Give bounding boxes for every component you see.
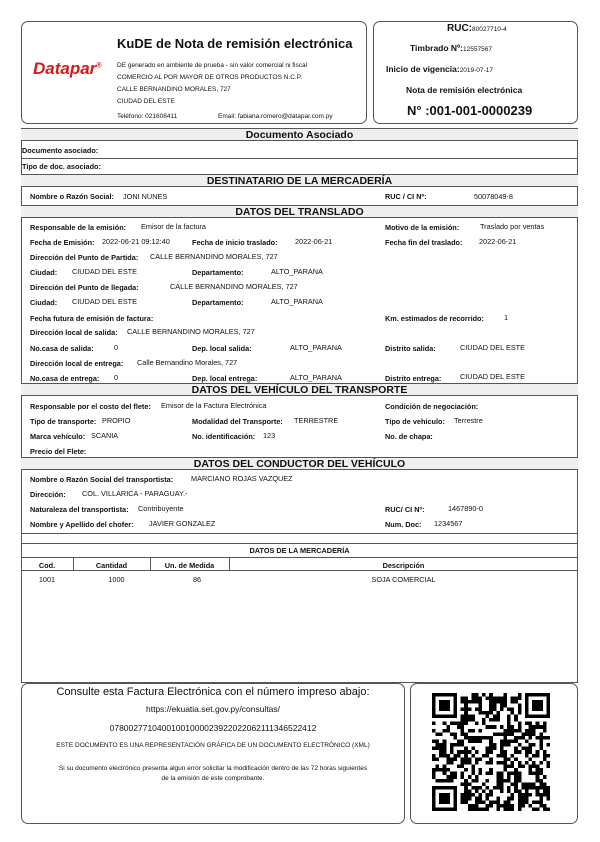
timbrado-line: Timbrado Nº:12557567 bbox=[410, 43, 492, 53]
issuer-line: CIUDAD DEL ESTE bbox=[117, 98, 175, 105]
col-header-cod: Cod. bbox=[38, 561, 56, 570]
negociacion-label: Condición de negociación: bbox=[385, 402, 479, 411]
dir-salida-label: Dirección local de salida: bbox=[30, 328, 118, 337]
conductor-ruc-value: 1467890-0 bbox=[448, 504, 483, 513]
llegada-label: Dirección del Punto de llegada: bbox=[30, 283, 139, 292]
depto-partida-value: ALTO_PARANA bbox=[271, 267, 323, 276]
mercaderia-heading: DATOS DE LA MERCADERÍA bbox=[249, 546, 350, 555]
nro-salida-label: No.casa de salida: bbox=[30, 344, 94, 353]
fecha-emision-value: 2022-06-21 09:12:40 bbox=[102, 237, 170, 246]
xml-notice: ESTE DOCUMENTO ES UNA REPRESENTACIÓN GRÁFICA DE UN DOCUMENTO ELECTRÓNICO (XML) bbox=[56, 742, 370, 749]
chofer-value: JAVIER GONZALEZ bbox=[149, 519, 216, 528]
resp-flete-value: Emisor de la Factura Electrónica bbox=[161, 401, 267, 410]
fecha-inicio-label: Fecha de inicio traslado: bbox=[192, 238, 278, 247]
num-doc-value: 1234567 bbox=[434, 519, 463, 528]
tipo-vehiculo-label: Tipo de vehículo: bbox=[385, 417, 445, 426]
section-traslado: DATOS DEL TRANSLADO bbox=[21, 205, 578, 218]
identificacion-label: No. identificación: bbox=[192, 432, 256, 441]
issuer-line: CALLE BERNANDINO MORALES, 727 bbox=[117, 86, 231, 93]
chofer-label: Nombre y Apellido del chofer: bbox=[30, 520, 134, 529]
partida-label: Dirección del Punto de Partida: bbox=[30, 253, 139, 262]
dir-salida-value: CALLE BERNANDINO MORALES, 727 bbox=[127, 327, 255, 336]
tipo-transporte-label: Tipo de transporte: bbox=[30, 417, 97, 426]
dir-entrega-value: Calle Bernandino Morales, 727 bbox=[137, 358, 238, 367]
ciudad-llegada-label: Ciudad: bbox=[30, 298, 58, 307]
dist-salida-label: Distrito salida: bbox=[385, 344, 436, 353]
fecha-inicio-value: 2022-06-21 bbox=[295, 237, 333, 246]
direccion-conductor-value: COL. VILLARICA - PARAGUAY.- bbox=[82, 489, 188, 498]
responsable-value: Emisor de la factura bbox=[141, 222, 206, 231]
dist-entrega-value: CIUDAD DEL ESTE bbox=[460, 372, 526, 381]
col-header-cantidad: Cantidad bbox=[95, 561, 128, 570]
issuer-email: Email: fabiana.romero@datapar.com.py bbox=[218, 113, 333, 120]
km-value: 1 bbox=[504, 313, 509, 322]
tipo-doc-label: Tipo de doc. asociado: bbox=[22, 162, 101, 171]
direccion-conductor-label: Dirección: bbox=[30, 490, 66, 499]
modalidad-label: Modalidad del Transporte: bbox=[192, 417, 283, 426]
marca-value: SCANIA bbox=[91, 431, 119, 440]
issuer-line: DE generado en ambiente de prueba - sin valor comercial ni fiscal bbox=[117, 62, 308, 69]
section-conductor: DATOS DEL CONDUCTOR DEL VEHÍCULO bbox=[21, 457, 578, 470]
consult-title: Consulte esta Factura Electrónica con el número impreso abajo: bbox=[56, 686, 370, 698]
divider bbox=[21, 543, 578, 544]
table-cell-cod: 1001 bbox=[38, 575, 56, 584]
tipo-vehiculo-value: Terrestre bbox=[454, 416, 483, 425]
resp-flete-label: Responsable por el costo del flete: bbox=[30, 402, 151, 411]
motivo-value: Traslado por ventas bbox=[480, 222, 545, 231]
tipo-transporte-value: PROPIO bbox=[102, 416, 131, 425]
qr-code-icon bbox=[432, 693, 550, 811]
table-cell-unidad: 86 bbox=[192, 575, 202, 584]
table-cell-descripcion: SOJA COMERCIAL bbox=[371, 575, 436, 584]
document-type: Nota de remisión electrónica bbox=[406, 85, 523, 95]
section-doc-asociado: Documento Asociado bbox=[21, 128, 578, 141]
table-cell-cantidad: 1000 bbox=[108, 575, 125, 584]
nro-salida-value: 0 bbox=[114, 343, 119, 352]
naturaleza-label: Naturaleza del transportista: bbox=[30, 505, 129, 514]
divider bbox=[21, 158, 578, 159]
conductor-ruc-label: RUC/ CI Nº: bbox=[385, 505, 425, 514]
error-notice-line2: de la emisión de este comprobante. bbox=[161, 775, 265, 782]
section-destinatario: DESTINATARIO DE LA MERCADERÍA bbox=[21, 174, 578, 187]
motivo-label: Motivo de la emisión: bbox=[385, 223, 460, 232]
partida-value: CALLE BERNANDINO MORALES, 727 bbox=[150, 252, 278, 261]
divider bbox=[21, 570, 578, 571]
identificacion-value: 123 bbox=[263, 431, 276, 440]
document-number: N° :001-001-0000239 bbox=[407, 103, 533, 118]
ciudad-partida-label: Ciudad: bbox=[30, 268, 58, 277]
vigencia-line: Inicio de vigencia:2019-07-17 bbox=[386, 64, 493, 74]
document-title: KuDE de Nota de remisión electrónica bbox=[117, 36, 353, 51]
column-divider bbox=[73, 557, 74, 570]
destinatario-ruc: 50078049-8 bbox=[474, 192, 513, 201]
column-divider bbox=[150, 557, 151, 570]
fecha-fin-value: 2022-06-21 bbox=[479, 237, 517, 246]
destinatario-nombre-label: Nombre o Razón Social: bbox=[30, 192, 114, 201]
col-header-descripcion: Descripción bbox=[382, 561, 425, 570]
ciudad-partida-value: CIUDAD DEL ESTE bbox=[72, 267, 138, 276]
modalidad-value: TERRESTRE bbox=[294, 416, 339, 425]
dist-entrega-label: Distrito entrega: bbox=[385, 374, 442, 383]
divider bbox=[21, 557, 578, 558]
ciudad-llegada-value: CIUDAD DEL ESTE bbox=[72, 297, 138, 306]
transportista-label: Nombre o Razón Social del transportista: bbox=[30, 475, 174, 484]
marca-label: Marca vehículo: bbox=[30, 432, 86, 441]
issuer-phone: Teléfono: 021608411 bbox=[117, 113, 178, 120]
depto-partida-label: Departamento: bbox=[192, 268, 244, 277]
llegada-value: CALLE BERNANDINO MORALES, 727 bbox=[170, 282, 298, 291]
consult-url: https://ekuatia.set.gov.py/consultas/ bbox=[145, 704, 281, 714]
fecha-emision-label: Fecha de Emisión: bbox=[30, 238, 95, 247]
dist-salida-value: CIUDAD DEL ESTE bbox=[460, 343, 526, 352]
divider bbox=[21, 533, 578, 534]
km-label: Km. estimados de recorrido: bbox=[385, 314, 484, 323]
issuer-line: COMERCIO AL POR MAYOR DE OTROS PRODUCTOS N.C.P. bbox=[117, 74, 303, 81]
col-header-unidad: Un. de Medida bbox=[164, 561, 215, 570]
dep-salida-label: Dep. local salida: bbox=[192, 344, 252, 353]
num-doc-label: Num. Doc: bbox=[385, 520, 422, 529]
precio-flete-label: Precio del Flete: bbox=[30, 447, 87, 456]
depto-llegada-label: Departamento: bbox=[192, 298, 244, 307]
depto-llegada-value: ALTO_PARANA bbox=[271, 297, 323, 306]
fecha-fin-label: Fecha fin del traslado: bbox=[385, 238, 463, 247]
doc-asociado-label: Documento asociado: bbox=[22, 146, 99, 155]
destinatario-nombre: JONI NUNES bbox=[123, 192, 168, 201]
nro-entrega-value: 0 bbox=[114, 373, 119, 382]
nro-entrega-label: No.casa de entrega: bbox=[30, 374, 100, 383]
section-vehiculo: DATOS DEL VEHÍCULO DEL TRANSPORTE bbox=[21, 383, 578, 396]
ruc-line: RUC:80027710-4 bbox=[447, 23, 507, 34]
dir-entrega-label: Dirección local de entrega: bbox=[30, 359, 124, 368]
error-notice-line1: Si su documento electrónico presenta algun error solicitar la modificación dentro de las 72 horas siguientes bbox=[58, 765, 368, 772]
dep-entrega-label: Dep. local entrega: bbox=[192, 374, 258, 383]
chapa-label: No. de chapa: bbox=[385, 432, 433, 441]
naturaleza-value: Contribuyente bbox=[138, 504, 184, 513]
destinatario-ruc-label: RUC / CI Nº: bbox=[385, 192, 427, 201]
cdc-number: 07800277104001001000023922022062111346522412 bbox=[109, 723, 317, 733]
dep-entrega-value: ALTO_PARANA bbox=[290, 373, 342, 382]
column-divider bbox=[229, 557, 230, 570]
responsable-label: Responsable de la emisión: bbox=[30, 223, 127, 232]
transportista-value: MARCIANO ROJAS VAZQUEZ bbox=[191, 474, 293, 483]
dep-salida-value: ALTO_PARANA bbox=[290, 343, 342, 352]
datapar-logo: Datapar® bbox=[33, 59, 102, 78]
fecha-futura-label: Fecha futura de emisión de factura: bbox=[30, 314, 154, 323]
